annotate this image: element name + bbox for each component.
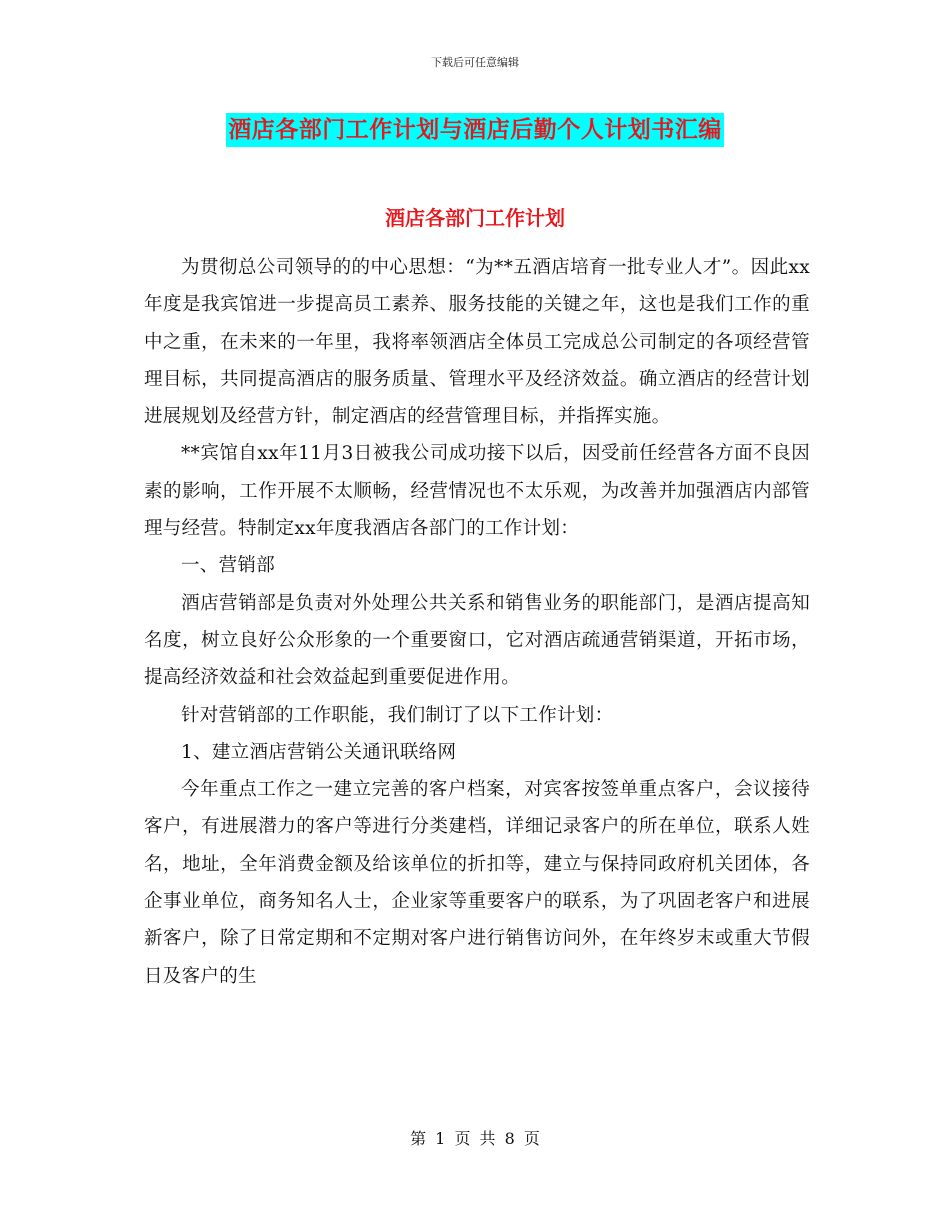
document-title-text: 酒店各部门工作计划与酒店后勤个人计划书汇编 [226,113,724,147]
paragraph: 为贯彻总公司领导的的中心思想：“为**五酒店培育一批专业人才”。因此xx年度是我宾馆进一步提高员工素养、服务技能的关键之年，这也是我们工作的重中之重，在未来的一年里，我将率领酒店全体员工完成总公司制定的各项经营管理目标，共同提高酒店的服务质量、管理水平及经济效益。确立酒店的经营计划进展规划及经营方针，制定酒店的经营管理目标，并指挥实施。 [144,257,810,428]
paragraph: 酒店营销部是负责对外处理公共关系和销售业务的职能部门，是酒店提高知名度，树立良好公众形象的一个重要窗口，它对酒店疏通营销渠道，开拓市场，提高经济效益和社会效益起到重要促进作用。 [144,592,810,689]
paragraph: 针对营销部的工作职能，我们制订了以下工作计划： [181,704,614,726]
paragraph: **宾馆自xx年11月3日被我公司成功接下以后，因受前任经营各方面不良因素的影响，工作开展不太顺畅，经营情况也不太乐观，为改善并加强酒店内部管理与经营。特制定xx年度我酒店各部门的工作计划： [144,443,810,540]
page-header-note: 下载后可任意编辑 [431,56,519,69]
page-number: 第 1 页 共 8 页 [410,1129,540,1148]
document-title [0,113,950,147]
document-body [144,249,810,995]
section-heading-marketing: 一、营销部 [181,555,276,577]
paragraph: 今年重点工作之一建立完善的客户档案，对宾客按签单重点客户，会议接待客户，有进展潜力的客户等进行分类建档，详细记录客户的所在单位，联系人姓名，地址，全年消费金额及给该单位的折扣等，建立与保持同政府机关团体，各企事业单位，商务知名人士，企业家等重要客户的联系，为了巩固老客户和进展新客户，除了日常定期和不定期对客户进行销售访问外，在年终岁末或重大节假日及客户的生 [144,779,810,987]
subsection-heading: 1、建立酒店营销公关通讯联络网 [181,741,457,763]
section-title: 酒店各部门工作计划 [385,206,565,230]
